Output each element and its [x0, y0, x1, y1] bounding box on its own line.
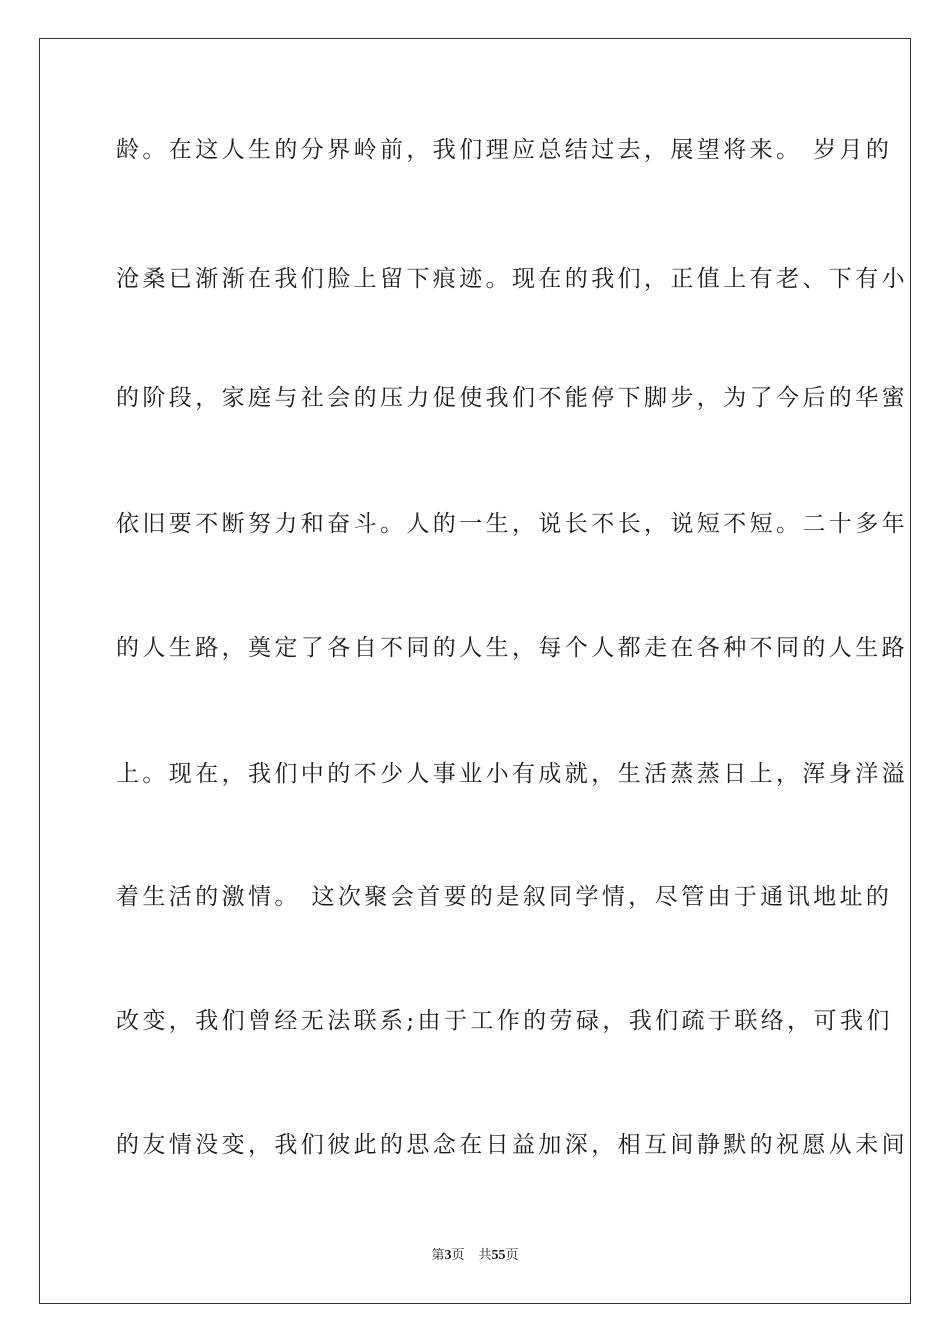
total-pages: 55	[491, 1248, 506, 1263]
text-line-4: 依旧要不断努力和奋斗。人的一生，说长不长，说短不短。二十多年	[116, 511, 908, 537]
text-line-2: 沧桑已渐渐在我们脸上留下痕迹。现在的我们，正值上有老、下有小	[116, 266, 908, 292]
text-line-8: 改变，我们曾经无法联系;由于工作的劳碌，我们疏于联络，可我们	[116, 1008, 893, 1034]
page-prefix: 第	[431, 1248, 445, 1263]
page-footer	[0, 1247, 950, 1265]
text-line-9: 的友情没变，我们彼此的思念在日益加深，相互间静默的祝愿从未间	[116, 1132, 908, 1158]
text-line-7: 着生活的激情。 这次聚会首要的是叙同学情，尽管由于通讯地址的	[116, 884, 893, 910]
total-suffix: 页	[505, 1248, 519, 1263]
page-suffix: 页	[451, 1248, 465, 1263]
text-line-3: 的阶段，家庭与社会的压力促使我们不能停下脚步，为了今后的华蜜	[116, 385, 908, 411]
total-prefix: 共	[478, 1248, 492, 1263]
text-line-1: 龄。在这人生的分界岭前，我们理应总结过去，展望将来。 岁月的	[116, 137, 893, 163]
text-line-5: 的人生路，奠定了各自不同的人生，每个人都走在各种不同的人生路	[116, 635, 908, 661]
page-number: 3	[444, 1248, 452, 1263]
text-line-6: 上。现在，我们中的不少人事业小有成就，生活蒸蒸日上，浑身洋溢	[116, 761, 908, 787]
page-border	[39, 38, 911, 1304]
